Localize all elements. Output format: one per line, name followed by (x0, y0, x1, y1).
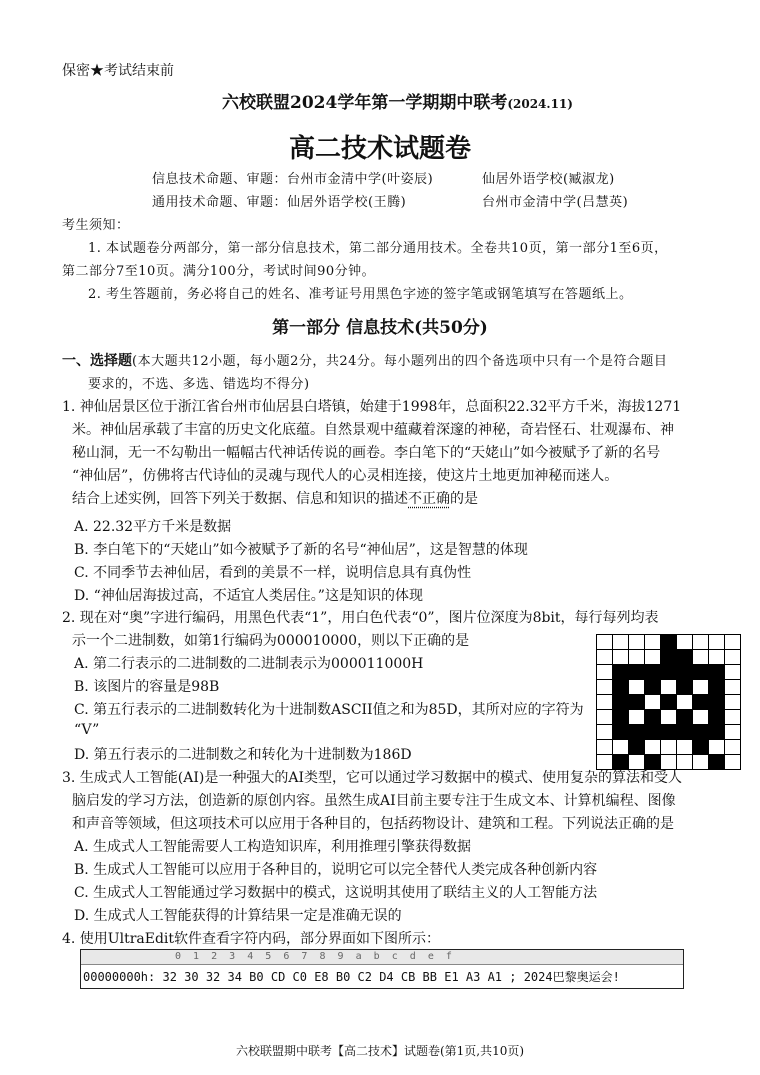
q3-line-3: 和声音等领域，但这项技术可以应用于各种目的，包括药物设计、建筑和工程。下列说法正确的是 (72, 816, 674, 832)
grid-cell-r2-c3 (629, 650, 645, 665)
grid-cell-r7-c9 (725, 725, 741, 740)
ultraedit-hex-view (80, 949, 684, 989)
grid-cell-r5-c1 (597, 695, 613, 710)
grid-cell-r1-c9 (725, 635, 741, 650)
grid-cell-r3-c1 (597, 665, 613, 680)
grid-cell-r8-c3 (629, 740, 645, 755)
exam-title (222, 88, 573, 113)
grid-cell-r2-c9 (725, 650, 741, 665)
q1-prompt (72, 488, 478, 508)
grid-cell-r3-c5 (661, 665, 677, 680)
q3-option-c[interactable]: C. 生成式人工智能通过学习数据中的模式，这说明其使用了联结主义的人工智能方法 (74, 885, 598, 901)
grid-cell-r1-c1 (597, 635, 613, 650)
grid-cell-r4-c1 (597, 680, 613, 695)
part1-title: 第一部分 信息技术(共50分) (272, 318, 488, 338)
q1-option-d[interactable]: D. “神仙居海拔过高，不适宜人类居住。”这是知识的体现 (74, 588, 423, 604)
grid-cell-r3-c9 (725, 665, 741, 680)
grid-cell-r5-c6 (677, 695, 693, 710)
notice-item-1-cont: 第二部分7至10页。满分100分，考试时间90分钟。 (62, 264, 376, 279)
exam-date: (2024.11) (507, 97, 573, 111)
section1-header (62, 350, 667, 370)
hex-ruler (81, 950, 683, 965)
grid-cell-r5-c8 (709, 695, 725, 710)
grid-cell-r7-c3 (629, 725, 645, 740)
grid-cell-r4-c5 (661, 680, 677, 695)
q2-option-c-cont: “V” (74, 722, 100, 738)
grid-cell-r1-c6 (677, 635, 693, 650)
grid-cell-r5-c9 (725, 695, 741, 710)
grid-cell-r8-c2 (613, 740, 629, 755)
grid-cell-r4-c7 (693, 680, 709, 695)
grid-cell-r7-c7 (693, 725, 709, 740)
grid-cell-r2-c8 (709, 650, 725, 665)
grid-cell-r7-c8 (709, 725, 725, 740)
q3-line-2: 脑启发的学习方法，创造新的原创内容。虽然生成AI目前主要专注于生成文本、计算机编程、图像 (72, 793, 676, 809)
grid-cell-r5-c4 (645, 695, 661, 710)
grid-cell-r6-c2 (613, 710, 629, 725)
grid-cell-r6-c3 (629, 710, 645, 725)
page-footer: 六校联盟期中联考【高二技术】试题卷(第1页,共10页) (235, 1044, 525, 1058)
grid-cell-r3-c7 (693, 665, 709, 680)
grid-cell-r7-c2 (613, 725, 629, 740)
grid-cell-r9-c7 (693, 755, 709, 770)
section1-heading: 一、选择题 (62, 353, 132, 369)
notice-item-1: 1. 本试题卷分两部分，第一部分信息技术，第二部分通用技术。全卷共10页，第一部分1至6页， (88, 241, 668, 256)
q2-option-a[interactable]: A. 第二行表示的二进制数的二进制表示为000011000H (74, 656, 424, 672)
q4-line-1: 4. 使用UltraEdit软件查看字符内码，部分界面如下图所示： (62, 931, 441, 947)
grid-cell-r7-c5 (661, 725, 677, 740)
grid-cell-r5-c2 (613, 695, 629, 710)
hex-row: 00000000h: 32 30 32 34 B0 CD C0 E8 B0 C2 D4 CB BB E1 A3 A1 ; 2024巴黎奥运会! (83, 970, 620, 984)
grid-cell-r1-c8 (709, 635, 725, 650)
grid-cell-r2-c2 (613, 650, 629, 665)
q3-option-d[interactable]: D. 生成式人工智能获得的计算结果一定是准确无误的 (74, 908, 402, 924)
grid-cell-r1-c3 (629, 635, 645, 650)
grid-cell-r6-c4 (645, 710, 661, 725)
grid-cell-r2-c4 (645, 650, 661, 665)
grid-cell-r5-c3 (629, 695, 645, 710)
grid-cell-r1-c5 (661, 635, 677, 650)
grid-cell-r8-c1 (597, 740, 613, 755)
notice-item-2: 2. 考生答题前，务必将自己的姓名、准考证号用黑色字迹的签字笔或钢笔填写在答题纸上。 (88, 287, 633, 302)
q2-option-d[interactable]: D. 第五行表示的二进制数之和转化为十进制数为186D (74, 747, 412, 763)
grid-cell-r5-c7 (693, 695, 709, 710)
info-authors-second: 仙居外语学校(臧淑龙) (482, 172, 615, 187)
grid-cell-r7-c1 (597, 725, 613, 740)
q1-prompt-emphasis: 不正确 (408, 491, 450, 507)
paper-title: 高二技术试题卷 (288, 134, 471, 164)
q2-option-c[interactable]: C. 第五行表示的二进制数转化为十进制数ASCII值之和为85D，其所对应的字符为 (74, 702, 584, 718)
q1-option-c[interactable]: C. 不同季节去神仙居，看到的美景不一样，说明信息具有真伪性 (74, 565, 472, 581)
q3-option-a[interactable]: A. 生成式人工智能需要人工构造知识库，利用推理引擎获得数据 (74, 839, 472, 855)
exam-title-text: 六校联盟2024学年第一学期期中联考 (222, 93, 508, 113)
grid-cell-r6-c8 (709, 710, 725, 725)
grid-cell-r4-c6 (677, 680, 693, 695)
q1-option-b[interactable]: B. 李白笔下的“天姥山”如今被赋予了新的名号“神仙居”，这是智慧的体现 (74, 542, 528, 558)
grid-cell-r5-c5 (661, 695, 677, 710)
grid-cell-r9-c8 (709, 755, 725, 770)
grid-cell-r2-c5 (661, 650, 677, 665)
grid-cell-r2-c1 (597, 650, 613, 665)
grid-cell-r4-c8 (709, 680, 725, 695)
q1-prompt-c: 的是 (450, 491, 478, 507)
q3-line-1: 3. 生成式人工智能(AI)是一种强大的AI类型，它可以通过学习数据中的模式、使用复杂的算法和受人 (62, 770, 683, 786)
grid-cell-r8-c6 (677, 740, 693, 755)
grid-cell-r8-c7 (693, 740, 709, 755)
grid-cell-r9-c9 (725, 755, 741, 770)
grid-cell-r4-c3 (629, 680, 645, 695)
q1-prompt-a: 结合上述实例，回答下列关于数据、信息和知识的描述 (72, 491, 408, 507)
grid-cell-r8-c9 (725, 740, 741, 755)
grid-cell-r7-c6 (677, 725, 693, 740)
confidential-label: 保密★考试结束前 (62, 63, 174, 79)
q1-line-4: “神仙居”，仿佛将古代诗仙的灵魂与现代人的心灵相连接，使这片土地更加神秘而迷人。 (72, 468, 619, 484)
grid-cell-r2-c6 (677, 650, 693, 665)
grid-cell-r4-c2 (613, 680, 629, 695)
grid-cell-r6-c9 (725, 710, 741, 725)
q1-line-2: 米。神仙居承载了丰富的历史文化底蕴。自然景观中蕴藏着深邃的神秘，奇岩怪石、壮观瀑布、神 (72, 422, 674, 438)
grid-cell-r8-c4 (645, 740, 661, 755)
grid-cell-r8-c5 (661, 740, 677, 755)
info-authors: 信息技术命题、审题：台州市金清中学(叶姿辰) (152, 172, 434, 187)
grid-cell-r2-c7 (693, 650, 709, 665)
grid-cell-r6-c1 (597, 710, 613, 725)
grid-cell-r4-c9 (725, 680, 741, 695)
grid-cell-r7-c4 (645, 725, 661, 740)
hex-ruler-text: 0 1 2 3 4 5 6 7 8 9 a b c d e f (175, 951, 452, 962)
grid-cell-r6-c5 (661, 710, 677, 725)
q3-option-b[interactable]: B. 生成式人工智能可以应用于各种目的，说明它可以完全替代人类完成各种创新内容 (74, 862, 598, 878)
notice-title: 考生须知： (62, 218, 130, 233)
grid-cell-r3-c2 (613, 665, 629, 680)
grid-cell-r1-c7 (693, 635, 709, 650)
grid-cell-r8-c8 (709, 740, 725, 755)
grid-cell-r3-c8 (709, 665, 725, 680)
grid-cell-r3-c4 (645, 665, 661, 680)
q1-line-1: 1. 神仙居景区位于浙江省台州市仙居县白塔镇，始建于1998年，总面积22.32平方千米，海拔1271 (62, 399, 682, 415)
grid-cell-r3-c6 (677, 665, 693, 680)
ao-pixel-grid (596, 634, 741, 770)
q1-option-a[interactable]: A. 22.32平方千米是数据 (74, 519, 232, 535)
grid-cell-r4-c4 (645, 680, 661, 695)
q2-option-b[interactable]: B. 该图片的容量是98B (74, 679, 220, 695)
section1-desc-cont: 要求的，不选、多选、错选均不得分) (88, 377, 310, 392)
grid-cell-r6-c6 (677, 710, 693, 725)
grid-cell-r1-c4 (645, 635, 661, 650)
q2-line-2: 示一个二进制数，如第1行编码为000010000，则以下正确的是 (72, 633, 470, 649)
q2-line-1: 2. 现在对“奥”字进行编码，用黑色代表“1”，用白色代表“0”，图片位深度为8bit，每行每列均表 (62, 610, 659, 626)
grid-cell-r1-c2 (613, 635, 629, 650)
general-authors: 通用技术命题、审题：仙居外语学校(王腾) (152, 195, 407, 210)
q1-line-3: 秘山洞，无一不勾勒出一幅幅古代神话传说的画卷。李白笔下的“天姥山”如今被赋予了新的名号 (72, 445, 661, 461)
general-authors-second: 台州市金清中学(吕慧英) (482, 195, 629, 210)
grid-cell-r6-c7 (693, 710, 709, 725)
section1-desc: (本大题共12小题，每小题2分，共24分。每小题列出的四个备选项中只有一个是符合题目 (132, 354, 668, 369)
grid-cell-r3-c3 (629, 665, 645, 680)
